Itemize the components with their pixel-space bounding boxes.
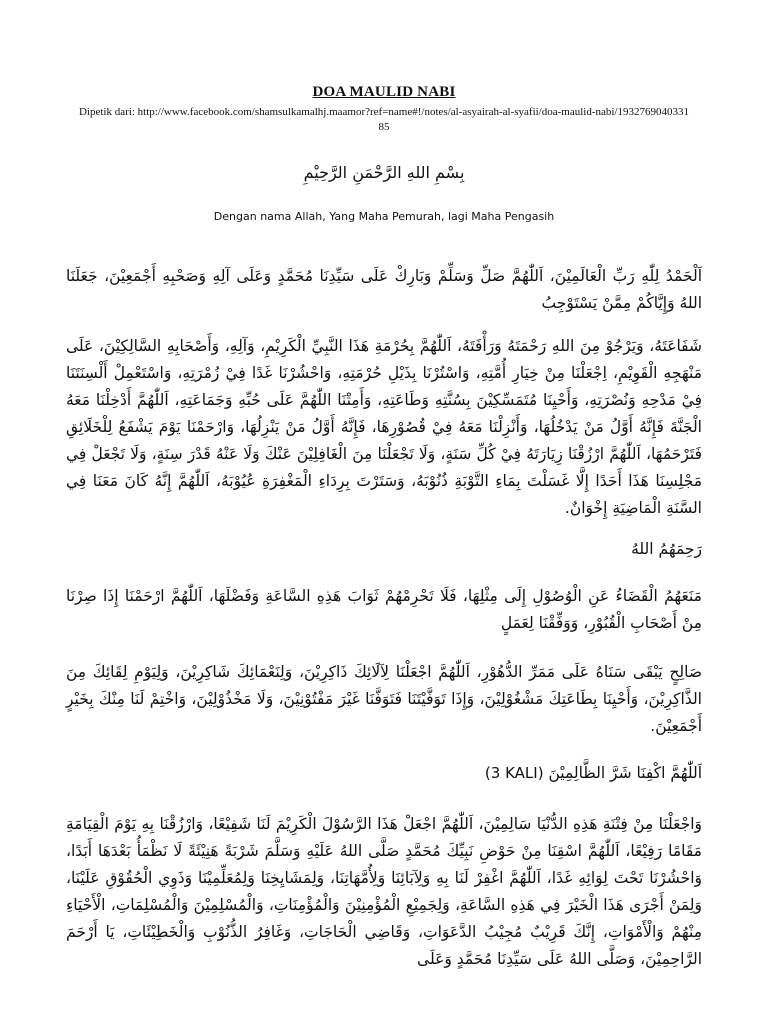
paragraph-opening: اَلْحَمْدُ لِلّٰهِ رَبِّ الْعَالَمِيْنَ، اَللّٰهُمَّ صَلِّ وَسَلِّمْ وَبَارِكْ عَلَى سَيِّدِنَا مُحَمَّدٍ وَعَلَى آلِهِ وَصَحْبِهِ أَجْمَعِيْنَ، جَعَلَنَا اللهُ وَإِيَّاكُمْ مِمَّنْ يَسْتَوْجِبُ [66, 267, 702, 312]
paragraph-shafaah: شَفَاعَتَهُ، وَيَرْجُوْ مِنَ اللهِ رَحْمَتَهُ وَرَأْفَتَهُ، اَللّٰهُمَّ بِحُرْمَةِ هَذَا النَّبِيِّ الْكَرِيْمِ، وَآلِهِ، وَأَصْحَابِهِ السَّالِكِيْنَ، عَلَى مَنْهَجِهِ الْقَوِيْمِ، اِجْعَلْنَا مِنْ خِيَارِ أُمَّتِهِ، وَاسْتُرْنَا بِذَيْلِ حُرْمَتِهِ، وَاحْشُرْنَا غَدًا فِيْ زُمْرَتِهِ، وَاسْتَعْمِلْ أَلْسِنَتَنَا فِيْ مَدْحِهِ وَنُصْرَتِهِ، وَأَحْيِنَا مُتَمَسِّكِيْنَ بِسُنَّتِهِ وَطَاعَتِهِ، وَأَمِتْنَا اللّٰهُمَّ عَلَى حُبِّهِ وَجَمَاعَتِهِ، اَللّٰهُمَّ أَدْخِلْنَا مَعَهُ الْجَنَّةَ فَإِنَّهُ أَوَّلُ مَنْ يَدْخُلُهَا، وَأَنْزِلْنَا مَعَهُ فِيْ قُصُوْرِهَا، فَإِنَّهُ أَوَّلُ مَنْ يَنْزِلُهَا، وَارْحَمْنَا يَوْمَ يَشْفَعُ لِلْخَلَائِقِ فَتَرْحَمُهَا، اَللّٰهُمَّ ارْزُقْنَا زِيَارَتَهُ فِيْ كُلِّ سَنَةٍ، وَلَا تَجْعَلْنَا مِنَ الْغَافِلِيْنَ عَنْكَ وَلَا عَنْهُ قَدْرَ سِنَةٍ، وَلَا تَجْعَلْ فِي مَجْلِسِنَا هَذَا أَحَدًا إِلَّا غَسَلْتَ بِمَاءِ التَّوْبَةِ ذُنُوْبَهُ، وَسَتَرْتَ بِرِدَاءِ الْمَغْفِرَةِ عُيُوْبَهُ، اَللّٰهُمَّ إِنَّهُ كَانَ مَعَنَا فِي السَّنَةِ الْمَاضِيَةِ إِخْوَانٌ. [66, 337, 702, 517]
bismillah: بِسْمِ اللهِ الرَّحْمَنِ الرَّحِيْمِ [303, 163, 465, 182]
paragraph-rahimahum: رَحِمَهُمُ اللهُ [631, 540, 702, 558]
paragraph-closing: وَاجْعَلْنَا مِنْ فِتْنَةِ هَذِهِ الدُّنْيَا سَالِمِيْنَ، اَللّٰهُمَّ اجْعَلْ هَذَا الرَّسُوْلَ الْكَرِيْمَ لَنَا شَفِيْعًا، وَارْزُقْنَا بِهِ يَوْمَ الْقِيَامَةِ مَقَامًا رَفِيْعًا، اَللّٰهُمَّ اسْقِنَا مِنْ حَوْضِ نَبِيِّكَ مُحَمَّدٍ صَلَّى اللهُ عَلَيْهِ وَسَلَّمَ شَرْبَةً هَنِيْئَةً لَا نَظْمَأُ بَعْدَهَا أَبَدًا، وَاحْشُرْنَا تَحْتَ لِوَائِهِ غَدًا، اَللّٰهُمَّ اغْفِرْ لَنَا بِهِ وَلِآبَائِنَا وَلِأُمَّهَاتِنَا، وَلِمَشَايِخِنَا وَلِمُعَلِّمِيْنَا وَذَوِي الْحُقُوْقِ عَلَيْنَا، وَلِمَنْ أَجْرَى هَذَا الْخَيْرَ فِي هَذِهِ السَّاعَةِ، وَلِجَمِيْعِ الْمُؤْمِنِيْنَ وَالْمُؤْمِنَاتِ، وَالْمُسْلِمِيْنَ وَالْمُسْلِمَاتِ، الْأَحْيَاءِ مِنْهُمْ وَالْأَمْوَاتِ، إِنَّكَ قَرِيْبٌ مُجِيْبُ الدَّعَوَاتِ، وَقَاضِي الْحَاجَاتِ، وَغَافِرُ الذُّنُوْبِ وَالْخَطِيْئَاتِ، يَا أَرْحَمَ الرَّاحِمِيْنَ، وَصَلَّى اللهُ عَلَى سَيِّدِنَا مُحَمَّدٍ وَعَلَى [66, 815, 702, 968]
source-citation: Dipetik dari: http://www.facebook.com/shamsulkamalhj.maamor?ref=name#!/notes/al-asyairah-al-syafii/doa-maulid-nabi/193276904033185 [78, 106, 689, 133]
paragraph-salih: صَالِحٍ يَبْقَى سَنَاهُ عَلَى مَمَرِّ الدُّهُوْرِ، اَللّٰهُمَّ اجْعَلْنَا لِآلَائِكَ ذَاكِرِيْنَ، وَلِنَعْمَائِكَ شَاكِرِيْنَ، وَلِيَوْمِ لِقَائِكَ مِنَ الذَّاكِرِيْنَ، وَأَحْيِنَا بِطَاعَتِكَ مَشْغُوْلِيْنَ، وَإِذَا تَوَفَّيْتَنَا فَتَوَفَّنَا غَيْرَ مَفْتُوْنِيْنَ، وَلَا مَخْذُوْلِيْنَ، وَاخْتِمْ لَنَا مِنْكَ بِخَيْرٍ أَجْمَعِيْنَ. [66, 663, 702, 735]
document-title: DOA MAULID NABI [312, 84, 456, 100]
paragraph-3-kali [66, 760, 702, 787]
kali-prayer: اَللّٰهُمَّ اكْفِنَا شَرَّ الظَّالِمِيْنَ [548, 764, 702, 782]
paragraph-manaahum: مَنَعَهُمُ الْقَضَاءُ عَنِ الْوُصُوْلِ إِلَى مِثْلِهَا، فَلَا تَحْرِمْهُمْ ثَوَابَ هَذِهِ السَّاعَةِ وَفَضْلَهَا، اَللّٰهُمَّ ارْحَمْنَا إِذَا صِرْنَا مِنْ أَصْحَابِ الْقُبُوْرِ، وَوَفِّقْنَا لِعَمَلٍ [66, 587, 702, 632]
kali-label: (3 KALI) [484, 764, 544, 782]
bismillah-translation: Dengan nama Allah, Yang Maha Pemurah, lagi Maha Pengasih [213, 210, 555, 223]
